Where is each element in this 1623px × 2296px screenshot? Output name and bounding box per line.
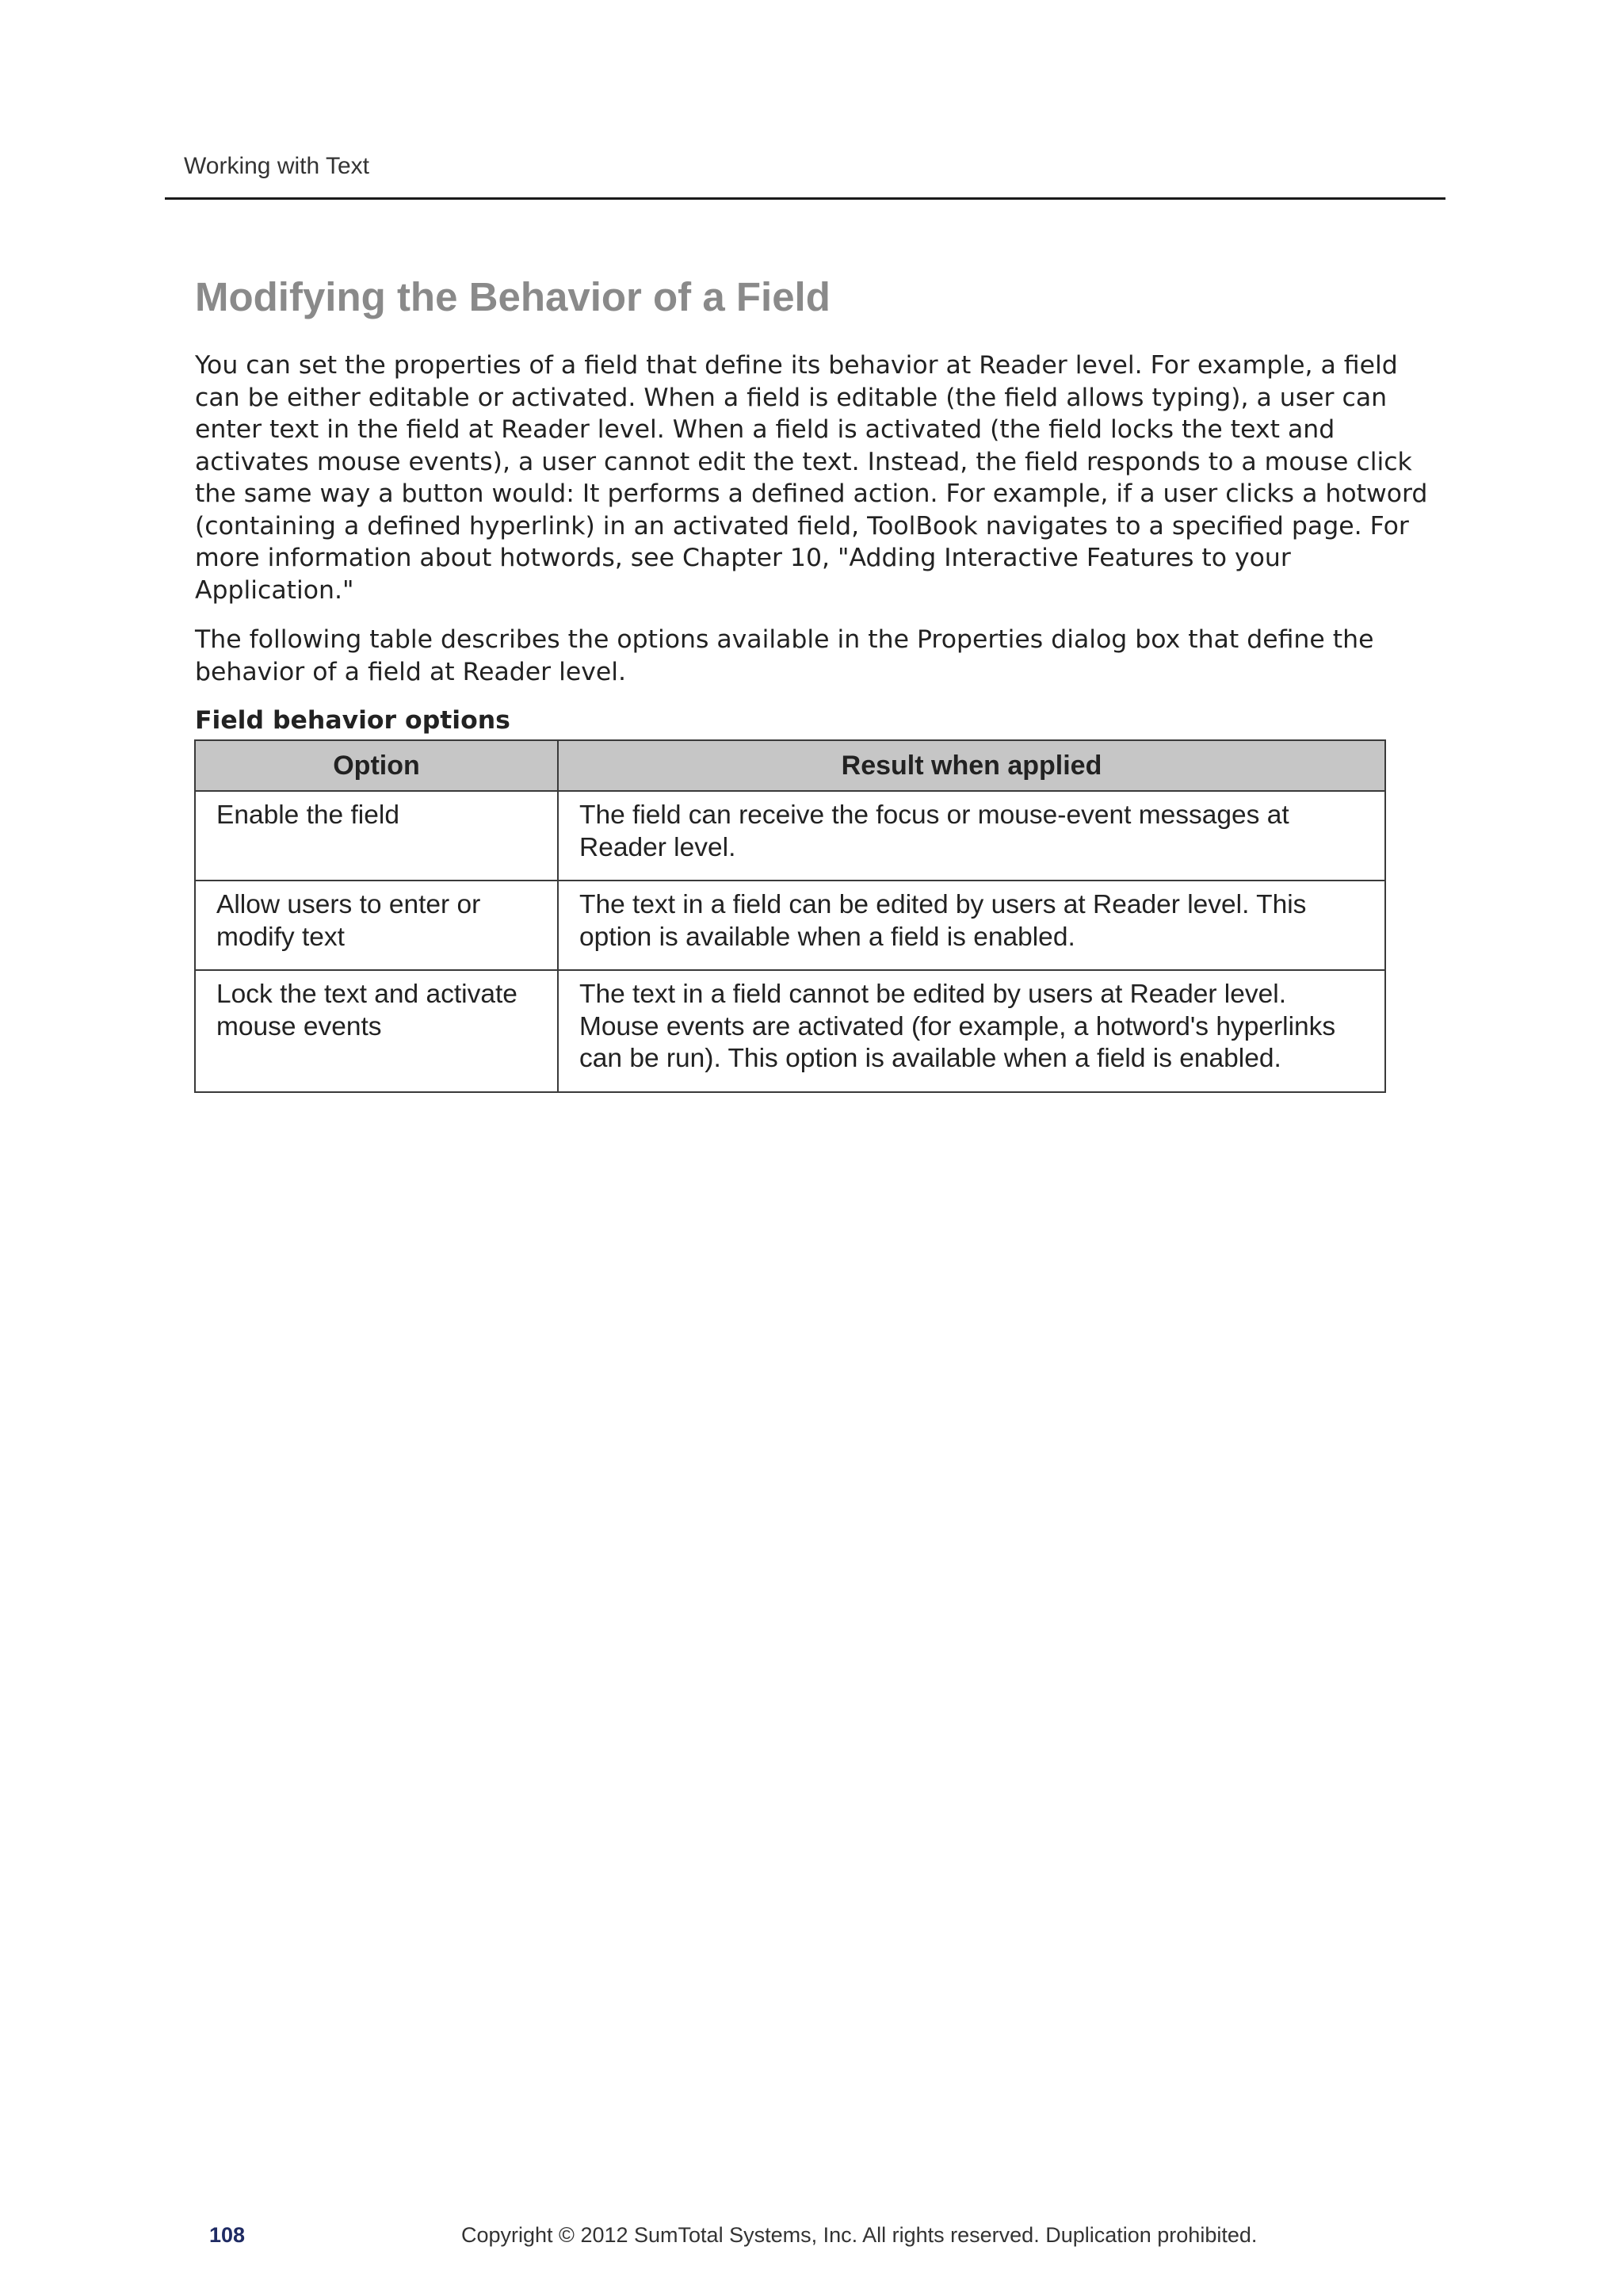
page-number: 108 <box>209 2223 246 2247</box>
result-cell: The text in a field cannot be edited by users at Reader level. Mouse events are activated (for example, a hotword's hyperlinks can be run). This option is available when a field is enabled. <box>558 970 1385 1092</box>
table-caption: Field behavior options <box>195 706 510 735</box>
copyright-notice: Copyright © 2012 SumTotal Systems, Inc. All rights reserved. Duplication prohibited. <box>461 2223 1258 2247</box>
column-header-option: Option <box>195 740 558 791</box>
field-behavior-table <box>194 739 1386 1093</box>
table-header-row <box>195 740 1385 791</box>
header-divider <box>165 197 1445 200</box>
table-row <box>195 970 1385 1092</box>
table-row <box>195 881 1385 970</box>
intro-paragraph: You can set the properties of a field that define its behavior at Reader level. For example, a field can be either editable or activated. When a field is editable (the field allows typing), a user can enter text in the field at Reader level. When a field is activated (the field locks the text and activates mouse events), a user cannot edit the text. Instead, the field responds to a mouse click the same way a button would: It performs a defined action. For example, if a user clicks a hotword (containing a defined hyperlink) in an activated field, ToolBook navigates to a specified page. For more information about hotwords, see Chapter 10, "Adding Interactive Features to your Application." <box>195 351 1428 605</box>
option-cell: Enable the field <box>195 791 558 881</box>
result-cell: The field can receive the focus or mouse-event messages at Reader level. <box>558 791 1385 881</box>
column-header-result: Result when applied <box>558 740 1385 791</box>
result-cell: The text in a field can be edited by users at Reader level. This option is available when a field is enabled. <box>558 881 1385 970</box>
table-intro-paragraph: The following table describes the options available in the Properties dialog box that define the behavior of a field at Reader level. <box>195 625 1374 686</box>
page-title: Modifying the Behavior of a Field <box>195 274 831 319</box>
running-header: Working with Text <box>184 153 369 179</box>
option-cell: Lock the text and activate mouse events <box>195 970 558 1092</box>
table-row <box>195 791 1385 881</box>
option-cell: Allow users to enter or modify text <box>195 881 558 970</box>
